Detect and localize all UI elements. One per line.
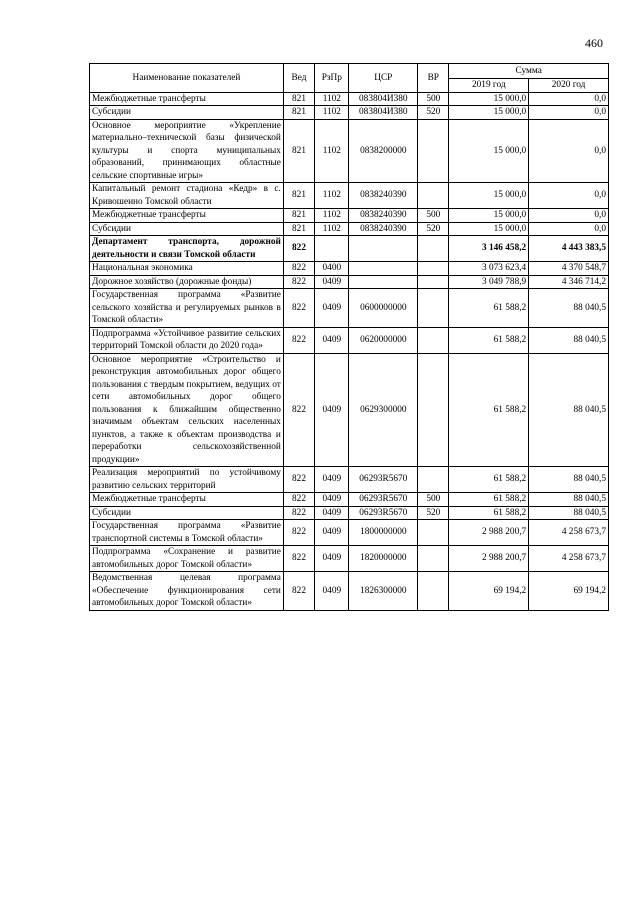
table-row — [90, 572, 609, 611]
table-row — [90, 119, 609, 183]
cell-sum-2019: 61 588,2 — [449, 289, 529, 328]
cell-sum-2019: 15 000,0 — [449, 222, 529, 236]
cell-sum-2020: 4 443 383,5 — [529, 236, 609, 262]
cell-ved: 822 — [283, 327, 314, 353]
cell-name: Государственная программа «Развитие транспортной системы в Томской области» — [90, 520, 284, 546]
cell-csr — [349, 275, 418, 289]
cell-name: Межбюджетные трансферты — [90, 493, 284, 507]
cell-sum-2019: 15 000,0 — [449, 183, 529, 209]
cell-rzpr: 0409 — [315, 467, 349, 493]
cell-csr: 0620000000 — [349, 327, 418, 353]
cell-sum-2019: 61 588,2 — [449, 353, 529, 467]
cell-csr: 083804И380 — [349, 106, 418, 120]
cell-sum-2020: 88 040,5 — [529, 289, 609, 328]
cell-name: Основное мероприятие «Строительство и реконструкция автомобильных дорог общего пользования с твердым покрытием, ведущих от сети автомобильных дорог общего пользования к ближайшим общественно значимым объектам сельских населенных пунктов, а также к объектам производства и переработки сельскохозяйственной продукции» — [90, 353, 284, 467]
cell-sum-2020: 88 040,5 — [529, 493, 609, 507]
cell-name: Дорожное хозяйство (дорожные фонды) — [90, 275, 284, 289]
page-number: 460 — [585, 36, 603, 50]
cell-rzpr: 0400 — [315, 262, 349, 276]
cell-ved: 821 — [283, 222, 314, 236]
cell-sum-2019: 3 049 788,9 — [449, 275, 529, 289]
table-row — [90, 353, 609, 467]
header-ved: Вед — [283, 64, 314, 93]
cell-rzpr: 1102 — [315, 119, 349, 183]
cell-rzpr: 0409 — [315, 353, 349, 467]
cell-vr — [418, 183, 449, 209]
cell-csr — [349, 236, 418, 262]
cell-sum-2019: 15 000,0 — [449, 106, 529, 120]
cell-rzpr: 0409 — [315, 506, 349, 520]
cell-name: Подпрограмма «Сохранение и развитие автомобильных дорог Томской области» — [90, 546, 284, 572]
cell-name: Субсидии — [90, 506, 284, 520]
header-year-2020: 2020 год — [529, 79, 609, 93]
cell-vr: 500 — [418, 493, 449, 507]
cell-sum-2020: 88 040,5 — [529, 327, 609, 353]
cell-csr: 0629300000 — [349, 353, 418, 467]
cell-sum-2020: 4 258 673,7 — [529, 520, 609, 546]
cell-sum-2020: 4 258 673,7 — [529, 546, 609, 572]
table-row — [90, 106, 609, 120]
cell-rzpr: 0409 — [315, 289, 349, 328]
header-rzpr: РзПр — [315, 64, 349, 93]
cell-vr: 520 — [418, 506, 449, 520]
cell-csr: 06293R5670 — [349, 493, 418, 507]
cell-sum-2020: 4 370 548,7 — [529, 262, 609, 276]
table-header — [90, 64, 609, 93]
cell-vr — [418, 327, 449, 353]
table-row — [90, 236, 609, 262]
cell-sum-2019: 61 588,2 — [449, 467, 529, 493]
cell-sum-2020: 0,0 — [529, 183, 609, 209]
cell-sum-2020: 0,0 — [529, 106, 609, 120]
cell-ved: 822 — [283, 262, 314, 276]
table-row — [90, 520, 609, 546]
cell-csr — [349, 262, 418, 276]
cell-sum-2019: 2 988 200,7 — [449, 520, 529, 546]
cell-vr: 520 — [418, 222, 449, 236]
table-row — [90, 275, 609, 289]
cell-name: Подпрограмма «Устойчивое развитие сельских территорий Томской области до 2020 года» — [90, 327, 284, 353]
cell-csr: 0838240390 — [349, 222, 418, 236]
cell-sum-2020: 88 040,5 — [529, 467, 609, 493]
cell-name: Государственная программа «Развитие сельского хозяйства и регулируемых рынков в Томской области» — [90, 289, 284, 328]
cell-vr — [418, 520, 449, 546]
cell-sum-2020: 88 040,5 — [529, 506, 609, 520]
cell-sum-2019: 61 588,2 — [449, 327, 529, 353]
table-body — [90, 92, 609, 610]
cell-name: Субсидии — [90, 106, 284, 120]
header-year-2019: 2019 год — [449, 79, 529, 93]
cell-sum-2019: 15 000,0 — [449, 119, 529, 183]
table-row — [90, 467, 609, 493]
table-row — [90, 327, 609, 353]
cell-vr: 500 — [418, 209, 449, 223]
cell-sum-2020: 88 040,5 — [529, 353, 609, 467]
cell-sum-2020: 4 346 714,2 — [529, 275, 609, 289]
cell-ved: 821 — [283, 119, 314, 183]
cell-ved: 822 — [283, 289, 314, 328]
cell-rzpr: 1102 — [315, 92, 349, 106]
cell-rzpr: 1102 — [315, 106, 349, 120]
cell-rzpr: 0409 — [315, 275, 349, 289]
cell-sum-2019: 3 146 458,2 — [449, 236, 529, 262]
cell-sum-2020: 0,0 — [529, 92, 609, 106]
cell-name: Реализация мероприятий по устойчивому развитию сельских территорий — [90, 467, 284, 493]
cell-rzpr: 0409 — [315, 493, 349, 507]
cell-name: Департамент транспорта, дорожной деятельности и связи Томской области — [90, 236, 284, 262]
cell-sum-2019: 61 588,2 — [449, 506, 529, 520]
cell-csr: 0838240390 — [349, 209, 418, 223]
cell-vr — [418, 119, 449, 183]
cell-name: Национальная экономика — [90, 262, 284, 276]
cell-ved: 822 — [283, 275, 314, 289]
header-vr: ВР — [418, 64, 449, 93]
table-row — [90, 289, 609, 328]
cell-vr: 500 — [418, 92, 449, 106]
cell-rzpr: 0409 — [315, 327, 349, 353]
cell-rzpr: 1102 — [315, 222, 349, 236]
cell-csr: 1800000000 — [349, 520, 418, 546]
cell-sum-2019: 61 588,2 — [449, 493, 529, 507]
header-name: Наименование показателей — [90, 64, 284, 93]
cell-sum-2019: 2 988 200,7 — [449, 546, 529, 572]
cell-sum-2020: 69 194,2 — [529, 572, 609, 611]
cell-rzpr: 1102 — [315, 183, 349, 209]
header-sum: Сумма — [449, 64, 609, 79]
cell-ved: 822 — [283, 236, 314, 262]
cell-vr — [418, 262, 449, 276]
header-csr: ЦСР — [349, 64, 418, 93]
cell-name: Капитальный ремонт стадиона «Кедр» в с. Кривошеино Томской области — [90, 183, 284, 209]
table-row — [90, 183, 609, 209]
cell-name: Межбюджетные трансферты — [90, 209, 284, 223]
cell-sum-2019: 15 000,0 — [449, 209, 529, 223]
table-row — [90, 209, 609, 223]
cell-ved: 821 — [283, 106, 314, 120]
cell-ved: 822 — [283, 546, 314, 572]
cell-vr: 520 — [418, 106, 449, 120]
cell-vr — [418, 236, 449, 262]
table-row — [90, 546, 609, 572]
budget-table — [89, 63, 609, 611]
cell-rzpr: 0409 — [315, 572, 349, 611]
cell-csr: 06293R5670 — [349, 506, 418, 520]
cell-csr: 06293R5670 — [349, 467, 418, 493]
table-row — [90, 92, 609, 106]
cell-vr — [418, 546, 449, 572]
cell-vr — [418, 467, 449, 493]
table-row — [90, 506, 609, 520]
cell-ved: 822 — [283, 520, 314, 546]
cell-sum-2019: 15 000,0 — [449, 92, 529, 106]
cell-sum-2020: 0,0 — [529, 222, 609, 236]
cell-rzpr: 1102 — [315, 209, 349, 223]
cell-ved: 822 — [283, 506, 314, 520]
cell-ved: 822 — [283, 493, 314, 507]
cell-vr — [418, 572, 449, 611]
cell-vr — [418, 353, 449, 467]
cell-ved: 821 — [283, 92, 314, 106]
cell-name: Основное мероприятие «Укрепление материально–технической базы физической культуры и спорта муниципальных образований, принимающих областные сельские спортивные игры» — [90, 119, 284, 183]
cell-name: Межбюджетные трансферты — [90, 92, 284, 106]
cell-name: Ведомственная целевая программа «Обеспечение функционирования сети автомобильных дорог Томской области» — [90, 572, 284, 611]
cell-csr: 0838240390 — [349, 183, 418, 209]
cell-sum-2020: 0,0 — [529, 119, 609, 183]
cell-vr — [418, 289, 449, 328]
cell-csr: 1826300000 — [349, 572, 418, 611]
cell-sum-2020: 0,0 — [529, 209, 609, 223]
cell-rzpr: 0409 — [315, 546, 349, 572]
table-row — [90, 262, 609, 276]
table-row — [90, 493, 609, 507]
cell-csr: 083804И380 — [349, 92, 418, 106]
cell-csr: 0838200000 — [349, 119, 418, 183]
cell-sum-2019: 69 194,2 — [449, 572, 529, 611]
cell-csr: 1820000000 — [349, 546, 418, 572]
cell-rzpr — [315, 236, 349, 262]
cell-ved: 821 — [283, 209, 314, 223]
cell-ved: 821 — [283, 183, 314, 209]
cell-csr: 0600000000 — [349, 289, 418, 328]
cell-sum-2019: 3 073 623,4 — [449, 262, 529, 276]
cell-ved: 822 — [283, 467, 314, 493]
table-row — [90, 222, 609, 236]
cell-name: Субсидии — [90, 222, 284, 236]
cell-ved: 822 — [283, 353, 314, 467]
cell-ved: 822 — [283, 572, 314, 611]
cell-vr — [418, 275, 449, 289]
cell-rzpr: 0409 — [315, 520, 349, 546]
